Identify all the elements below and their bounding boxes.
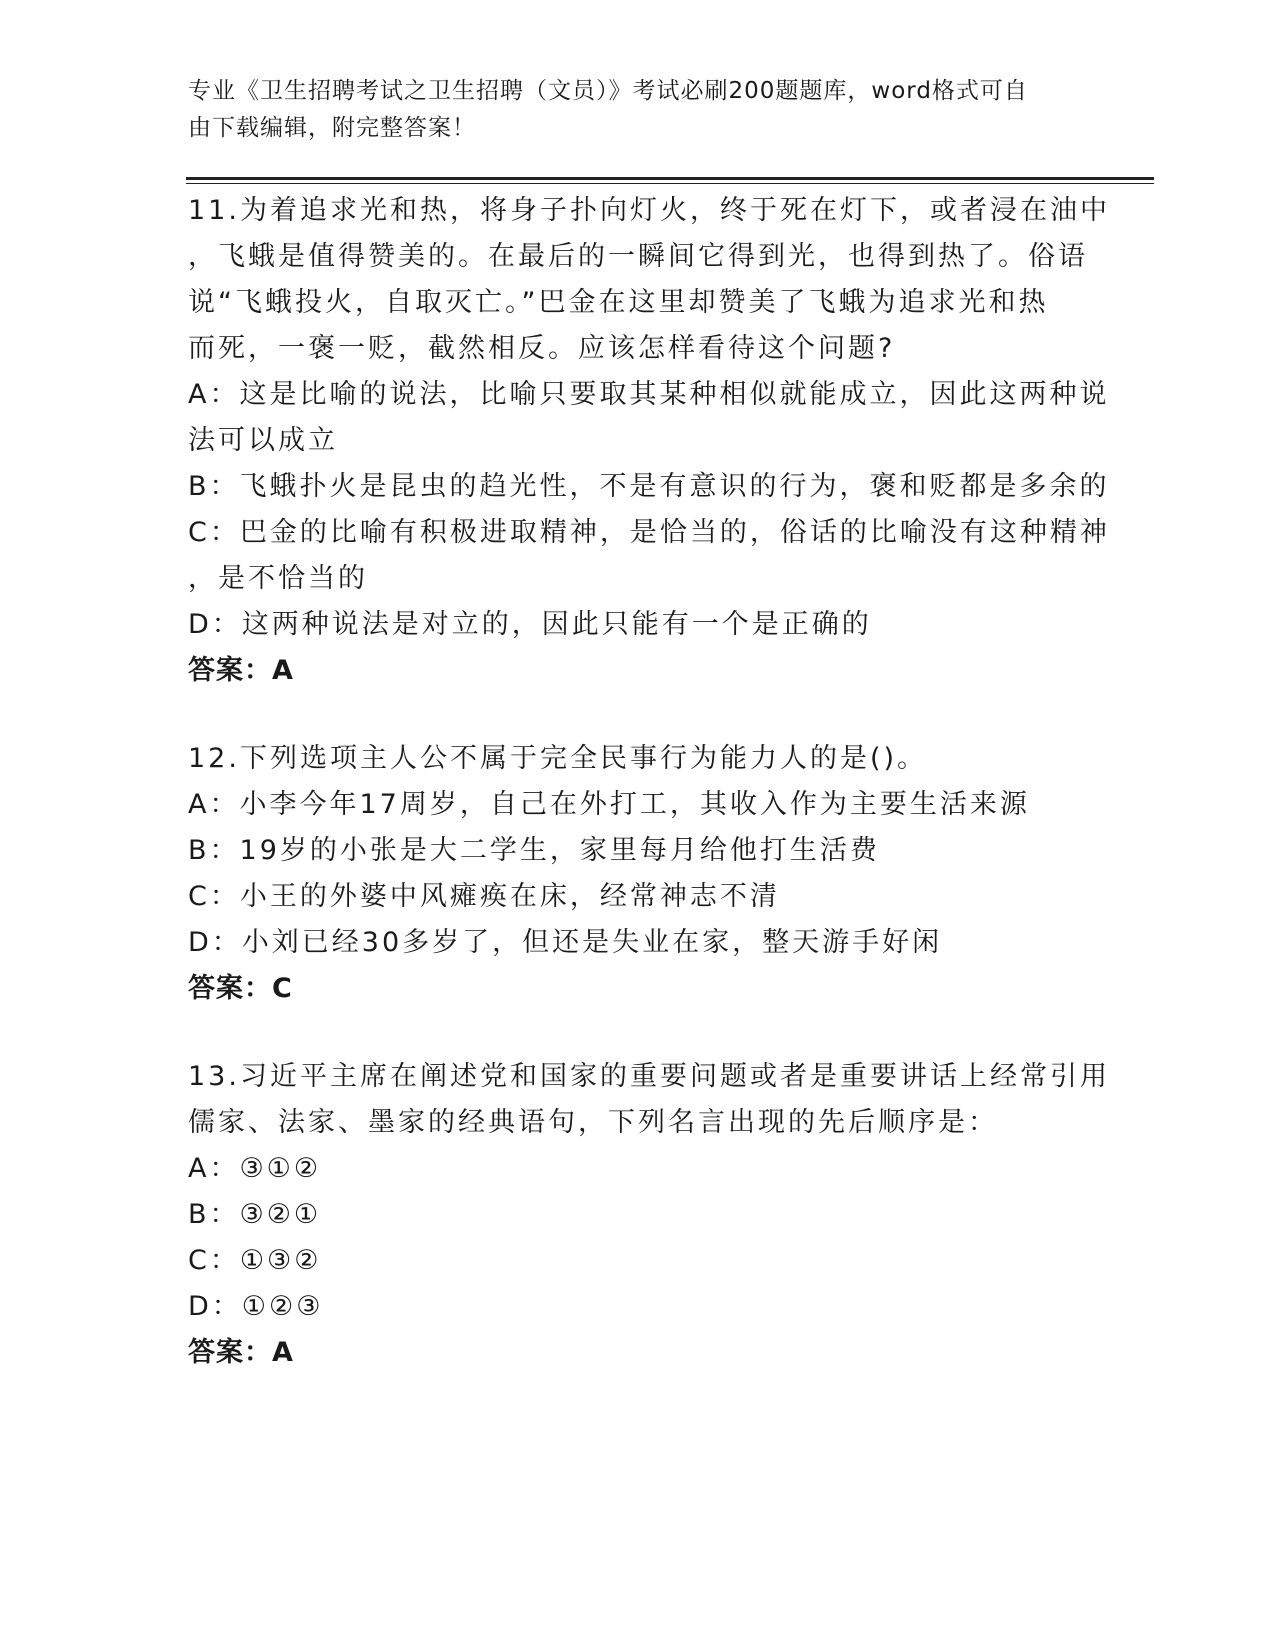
question-stem-line: 13.习近平主席在阐述党和国家的重要问题或者是重要讲话上经常引用 bbox=[188, 1061, 1110, 1092]
question-stem-line: 说“飞蛾投火，自取灭亡。”巴金在这里却赞美了飞蛾为追求光和热 bbox=[188, 287, 1049, 318]
header-divider-thick bbox=[186, 177, 1154, 180]
answer-line: 答案：A bbox=[188, 655, 294, 686]
header-divider-thin bbox=[186, 183, 1154, 184]
question-spacer bbox=[188, 694, 1088, 736]
question-stem-line: 11.为着追求光和热，将身子扑向灯火，终于死在灯下，或者浸在油中 bbox=[188, 195, 1110, 226]
question-list bbox=[188, 188, 1110, 1376]
question-12 bbox=[188, 736, 1088, 1012]
question-spacer bbox=[188, 1012, 1088, 1054]
option-line: D：①②③ bbox=[188, 1291, 324, 1322]
question-stem-line: ，飞蛾是值得赞美的。在最后的一瞬间它得到光，也得到热了。俗语 bbox=[188, 241, 1088, 272]
answer-line: 答案：A bbox=[188, 1337, 294, 1368]
answer-line: 答案：C bbox=[188, 973, 293, 1004]
option-b bbox=[188, 828, 1088, 874]
option-b bbox=[188, 464, 1110, 510]
option-line: B：19岁的小张是大二学生，家里每月给他打生活费 bbox=[188, 835, 880, 866]
option-d bbox=[188, 602, 1088, 648]
option-d bbox=[188, 1284, 1088, 1330]
option-line: B：飞蛾扑火是昆虫的趋光性，不是有意识的行为，褒和贬都是多余的 bbox=[188, 471, 1110, 502]
option-a bbox=[188, 372, 1110, 464]
option-line: C：巴金的比喻有积极进取精神，是恰当的，俗话的比喻没有这种精神 bbox=[188, 517, 1110, 548]
option-line: ，是不恰当的 bbox=[188, 563, 368, 594]
question-stem-line: 儒家、法家、墨家的经典语句，下列名言出现的先后顺序是： bbox=[188, 1107, 998, 1138]
option-line: A：③①② bbox=[188, 1153, 322, 1184]
option-line: A：这是比喻的说法，比喻只要取其某种相似就能成立，因此这两种说 bbox=[188, 379, 1110, 410]
question-stem-line: 12.下列选项主人公不属于完全民事行为能力人的是()。 bbox=[188, 743, 928, 774]
option-c bbox=[188, 874, 1088, 920]
option-line: A：小李今年17周岁，自己在外打工，其收入作为主要生活来源 bbox=[188, 789, 1030, 820]
question-11 bbox=[188, 188, 1110, 694]
option-line: B：③②① bbox=[188, 1199, 322, 1230]
option-line: D：这两种说法是对立的，因此只能有一个是正确的 bbox=[188, 609, 872, 640]
option-line: 法可以成立 bbox=[188, 425, 338, 456]
option-c bbox=[188, 1238, 1088, 1284]
question-13 bbox=[188, 1054, 1110, 1376]
header-line: 专业《卫生招聘考试之卫生招聘（文员）》考试必刷200题题库，word格式可自 bbox=[188, 78, 1028, 104]
option-c bbox=[188, 510, 1110, 602]
option-a bbox=[188, 782, 1088, 828]
document-header bbox=[188, 73, 1068, 147]
question-stem-line: 而死，一褒一贬，截然相反。应该怎样看待这个问题? bbox=[188, 333, 896, 364]
option-line: D：小刘已经30多岁了，但还是失业在家，整天游手好闲 bbox=[188, 927, 943, 958]
option-d bbox=[188, 920, 1088, 966]
header-line: 由下载编辑，附完整答案！ bbox=[188, 115, 476, 141]
option-line: C：小王的外婆中风瘫痪在床，经常神志不清 bbox=[188, 881, 780, 912]
option-b bbox=[188, 1192, 1088, 1238]
option-line: C：①③② bbox=[188, 1245, 322, 1276]
option-a bbox=[188, 1146, 1088, 1192]
